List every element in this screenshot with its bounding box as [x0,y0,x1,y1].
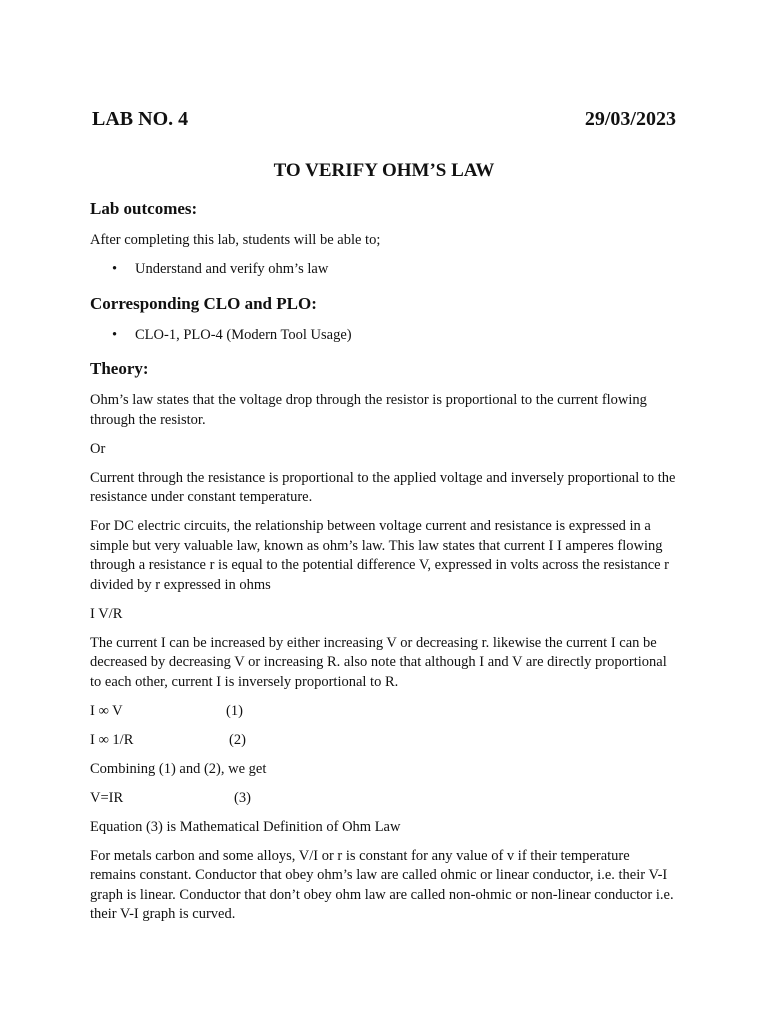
theory-paragraph: For DC electric circuits, the relationship between voltage current and resistance is expressed in a simple but very valuable law, known as ohm’s law. This law states that current I I amperes flowing through a resistance r is equal to the potential difference V, expressed in volts across the resistance r divided by r expressed in ohms [90,518,670,593]
theory-paragraph: Equation (3) is Mathematical Definition of Ohm Law [90,818,401,835]
clo-plo-list [90,326,678,346]
formula-line: I V/R [90,605,123,622]
lab-header [92,108,676,131]
clo-plo-section [90,293,678,346]
list-item-text: Understand and verify ohm’s law [135,261,329,277]
lab-outcomes-heading: Lab outcomes: [90,199,198,218]
theory-paragraph: Combining (1) and (2), we get [90,760,267,777]
equation-expression: V=IR [90,789,124,806]
list-item-text: CLO-1, PLO-4 (Modern Tool Usage) [135,326,352,343]
list-item [90,260,678,280]
clo-plo-heading: Corresponding CLO and PLO: [90,293,317,313]
bullet-icon: • [112,261,118,277]
equation-number: (3) [234,789,251,806]
theory-section [90,358,678,925]
document-body [90,198,678,934]
equation-number: (1) [226,702,243,719]
theory-paragraph: Current through the resistance is proportional to the applied voltage and inversely proportional to the resistance under constant temperature. [90,469,676,505]
equation-1 [90,702,678,722]
equation-expression: I ∞ V [90,702,123,719]
theory-paragraph: For metals carbon and some alloys, V/I or r is constant for any value of v if their temperature remains constant. Conductor that obey ohm’s law are called ohmic or linear conductor, i.e. their V-I graph is linear. Conductor that don’t obey ohm law are called non-ohmic or non-linear conductor i.e. their V-I graph is curved. [90,847,674,922]
lab-date: 29/03/2023 [584,108,676,130]
lab-outcomes-section [90,198,678,280]
bullet-icon: • [112,326,118,343]
theory-paragraph: The current I can be increased by either increasing V or decreasing r. likewise the current I can be decreased by decreasing V or increasing R. also note that although I and V are directly proportional to each other, current I is inversely proportional to R. [90,634,667,690]
lab-outcomes-intro: After completing this lab, students will be able to; [90,232,381,248]
equation-3 [90,789,678,809]
equation-expression: I ∞ 1/R [90,731,134,748]
document-title: TO VERIFY OHM’S LAW [273,160,495,181]
theory-paragraph: Or [90,440,106,457]
equation-number: (2) [229,731,246,748]
theory-paragraph: Ohm’s law states that the voltage drop through the resistor is proportional to the current flowing through the resistor. [90,392,647,428]
list-item [90,326,678,346]
equation-2 [90,731,678,751]
lab-number: LAB NO. 4 [92,108,189,130]
lab-outcomes-list [90,260,678,280]
theory-heading: Theory: [90,359,149,378]
